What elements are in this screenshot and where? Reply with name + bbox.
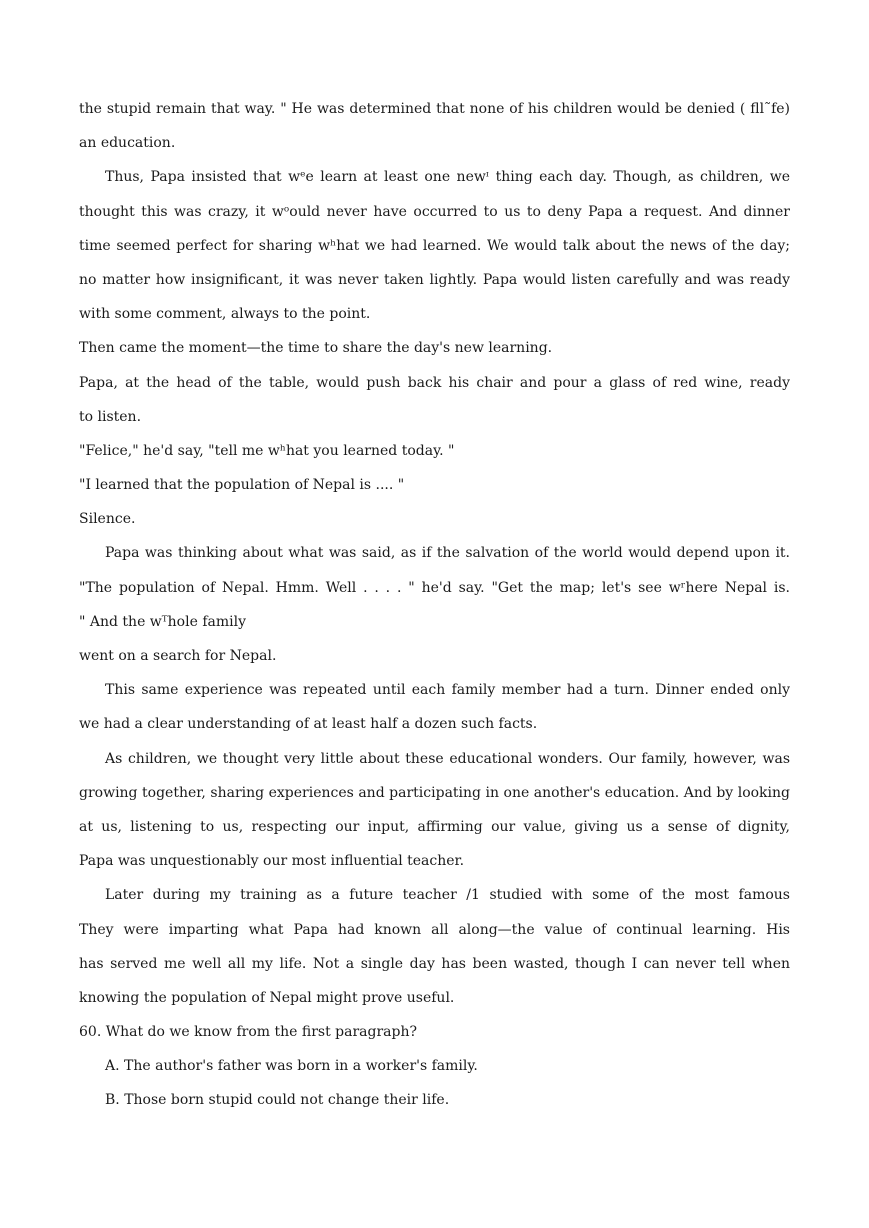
text-line: growing together, sharing experiences and participating in one another's education. And by looking	[79, 784, 790, 801]
text-line: Papa was unquestionably our most influential teacher.	[79, 853, 465, 870]
text-line: A. The author's father was born in a worker's family.	[105, 1058, 478, 1075]
text-line: They were imparting what Papa had known all along—the value of continual learning. His	[79, 921, 790, 938]
text-line: an education.	[79, 135, 176, 152]
text-line: time seemed perfect for sharing wʰhat we had learned. We would talk about the news of the day;	[79, 237, 790, 254]
text-line: went on a search for Nepal.	[79, 648, 277, 664]
text-line: with some comment, always to the point.	[79, 306, 371, 323]
text-line: This same experience was repeated until each family member had a turn. Dinner ended only	[105, 682, 790, 699]
text-line: Papa, at the head of the table, would push back his chair and pour a glass of red wine, ready	[79, 374, 790, 391]
text-line: B. Those born stupid could not change their life.	[105, 1092, 450, 1109]
text-line: Silence.	[79, 511, 136, 528]
text-line: Thus, Papa insisted that wᵉe learn at least one newᶦ thing each day. Though, as children, we	[105, 169, 790, 186]
text-line: "Felice," he'd say, "tell me wʰhat you learned today. "	[79, 442, 455, 459]
text-line: 60. What do we know from the first paragraph?	[79, 1024, 417, 1041]
text-line: thought this was crazy, it wᵒould never have occurred to us to deny Papa a request. And dinner	[79, 203, 790, 220]
text-line: knowing the population of Nepal might prove useful.	[79, 989, 455, 1006]
text-line: Papa was thinking about what was said, as if the salvation of the world would depend upon it.	[105, 545, 790, 562]
text-line: Then came the moment—the time to share the day's new learning.	[79, 340, 553, 357]
text-line: has served me well all my life. Not a single day has been wasted, though I can never tell when	[79, 955, 790, 972]
text-line: "The population of Nepal. Hmm. Well . . . . " he'd say. "Get the map; let's see wʳhere Nepal is.	[79, 579, 790, 596]
document-page	[79, 92, 790, 1118]
text-line: to listen.	[79, 408, 142, 425]
text-line: no matter how insignificant, it was never taken lightly. Papa would listen carefully and was ready	[79, 271, 790, 288]
text-line: at us, listening to us, respecting our input, affirming our value, giving us a sense of dignity,	[79, 818, 790, 835]
text-line: Later during my training as a future teacher /1 studied with some of the most famous	[105, 887, 790, 904]
text-line: " And the wᵀhole family	[79, 613, 246, 630]
text-line: we had a clear understanding of at least half a dozen such facts.	[79, 716, 538, 733]
text-line: "I learned that the population of Nepal is .... "	[79, 477, 405, 494]
text-line: the stupid remain that way. " He was determined that none of his children would be denied ( fll˜fe)	[79, 101, 790, 117]
text-line: As children, we thought very little about these educational wonders. Our family, however, was	[105, 750, 790, 767]
